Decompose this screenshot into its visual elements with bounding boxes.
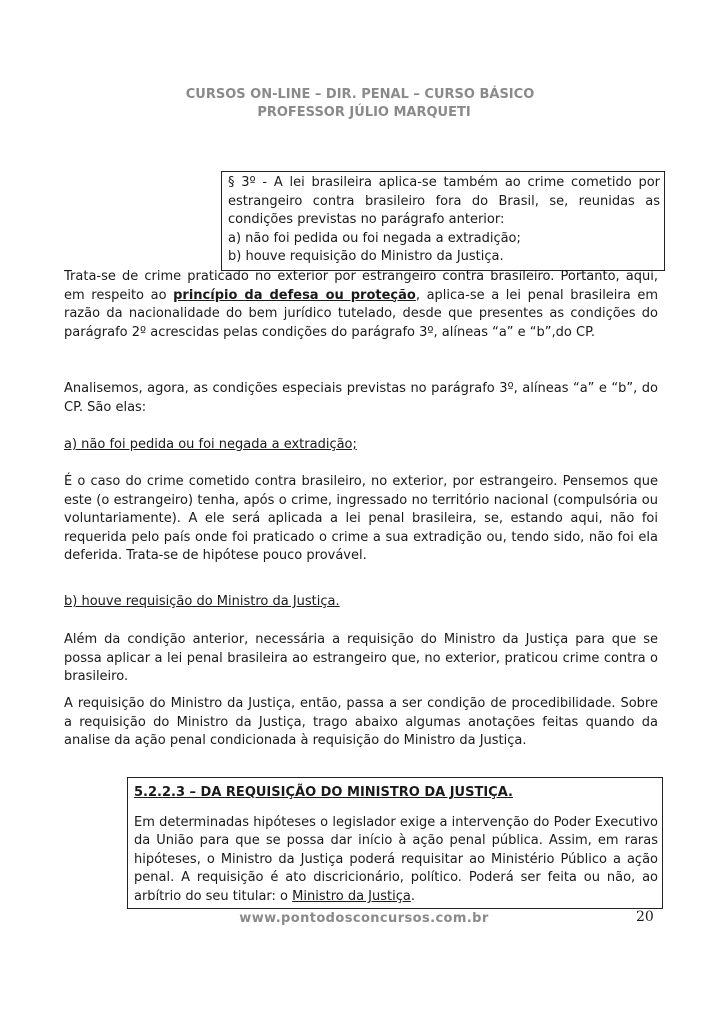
law-quote-box [221,171,665,271]
paragraph-2 [64,380,658,417]
principle-emphasis: princípio da defesa ou proteção [173,287,416,303]
paragraph-2-text: Analisemos, agora, as condições especiais previstas no parágrafo 3º, alíneas “a” e “b”, do CP. São elas: [64,381,658,415]
paragraph-3 [64,473,658,566]
quote-paragraph: § 3º - A lei brasileira aplica-se também ao crime cometido por estrangeiro contra brasileiro fora do Brasil, se, reunidas as condições previstas no parágrafo anterior: [228,175,660,227]
header-course-title: CURSOS ON-LINE – DIR. PENAL – CURSO BÁSICO [185,87,535,102]
section-box [127,777,663,908]
section-content: Em determinadas hipóteses o legislador exige a intervenção do Poder Executivo da União para que se possa dar início à ação penal pública. Assim, em raras hipóteses, o Ministro da Justiça poderá requisitar ao Ministério Público a ação penal. A requisição é ato discricionário, político. Poderá ser feita ou não, ao arbítrio do seu titular: o [134,814,658,904]
paragraph-5 [64,695,658,751]
subheading-b-text: b) houve requisição do Ministro da Justiça. [64,594,340,609]
paragraph-1 [64,268,658,342]
paragraph-4-text: Além da condição anterior, necessária a requisição do Ministro da Justiça para que se possa aplicar a lei penal brasileira ao estrangeiro que, no exterior, praticou crime contra o brasileiro. [64,632,658,685]
quote-item-b: b) houve requisição do Ministro da Justiça. [228,249,504,264]
quote-item-a: a) não foi pedida ou foi negada a extradição; [228,230,521,246]
footer-divider [127,908,663,909]
paragraph-5-text: A requisição do Ministro da Justiça, então, passa a ser condição de procedibilidade. Sobre a requisição do Ministro da Justiça, trago abaixo algumas anotações feitas quando da analise da ação penal condicionada à requisição do Ministro da Justiça. [64,696,658,749]
subheading-a-text: a) não foi pedida ou foi negada a extradição; [64,437,357,452]
footer-url: www.pontodosconcursos.com.br [239,911,489,926]
header-professor: PROFESSOR JÚLIO MARQUETI [257,105,471,120]
subheading-a [64,436,658,455]
section-content-end: . [410,888,415,904]
paragraph-3-text: É o caso do crime cometido contra brasileiro, no exterior, por estrangeiro. Pensemos que este (o estrangeiro) tenha, após o crime, ingressado no território nacional (compulsória ou voluntariamente). A ele será aplicada a lei penal brasileira, se, estando aqui, não foi requerida pelo país onde foi praticado o crime a sua extradição ou, tendo sido, não foi ela deferida. Trata-se de hipótese pouco provável. [64,474,658,564]
page-number: 20 [636,909,654,925]
page-header [0,86,728,122]
paragraph-4 [64,631,658,687]
subheading-b [64,593,658,612]
minister-link-text: Ministro da Justiça [292,888,411,904]
section-title: 5.2.2.3 – DA REQUISIÇÃO DO MINISTRO DA JUSTIÇA. [134,785,513,800]
paragraph-1-text-a: Trata-se de crime praticado no exterior por estrangeiro contra brasileiro. Portanto, aqui, em respeito ao [64,269,658,303]
paragraph-1-text-b: , aplica-se a lei penal brasileira em razão da nacionalidade do bem jurídico tutelado, desde que presentes as condições do parágrafo 2º acrescidas pelas condições do parágrafo 3º, alíneas “a” e “b”,do CP. [64,287,658,340]
